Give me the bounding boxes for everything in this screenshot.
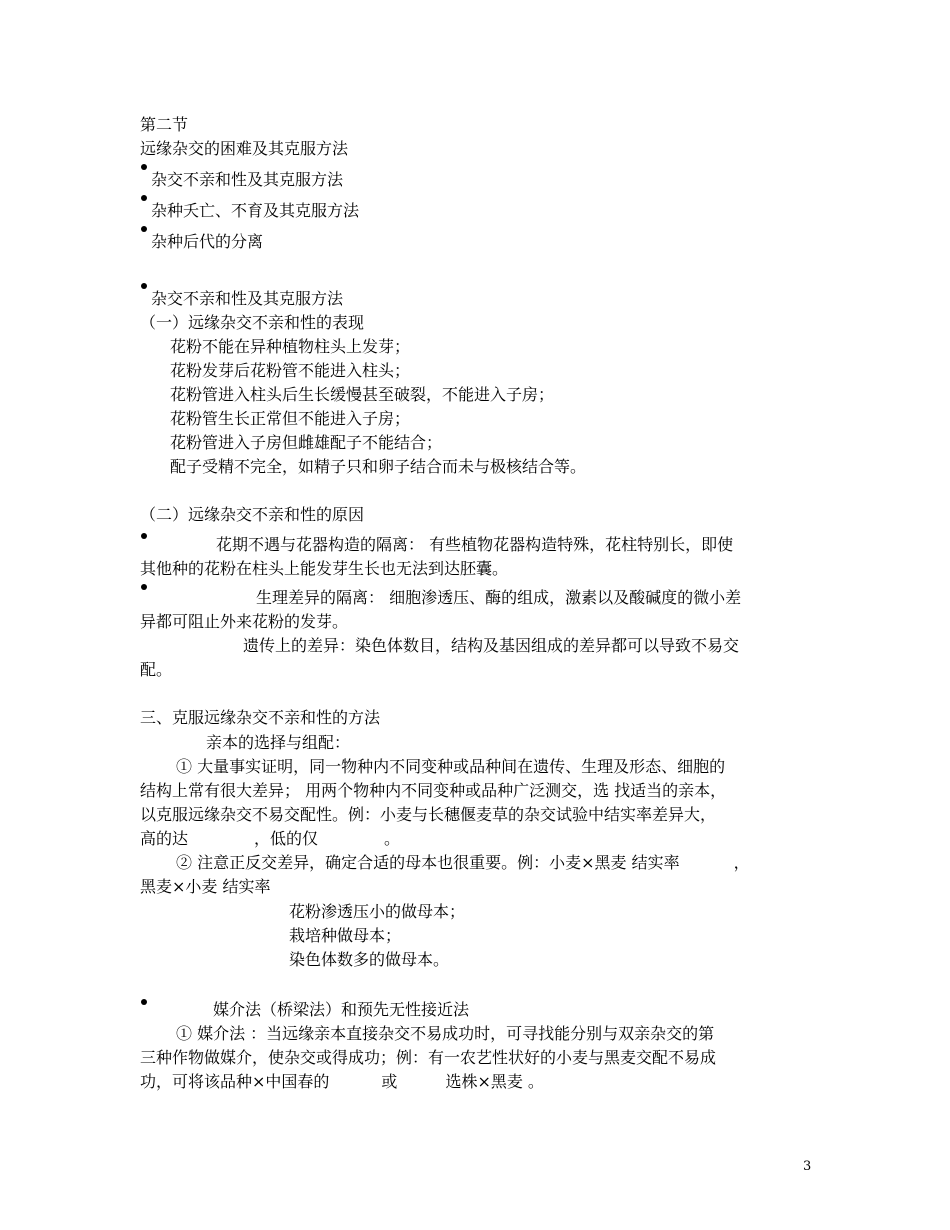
section-title: 远缘杂交的困难及其克服方法 <box>140 139 349 158</box>
page-number: 3 <box>803 1159 812 1174</box>
paragraph-line: 花期不遇与花器构造的隔离： 有些植物花器构造特殊，花柱特别长，即使 <box>216 535 734 554</box>
bullet-dot <box>141 533 147 539</box>
paragraph-line <box>140 1070 544 1094</box>
paragraph-line: ① 媒介法 ：当远缘亲本直接杂交不易成功时，可寻找能分别与双亲杂交的第 <box>176 1024 715 1043</box>
paragraph-line: 以克服远缘杂交不易交配性。例：小麦与长穗偃麦草的杂交试验中结实率差异大， <box>140 805 717 824</box>
subsection-title: （一）远缘杂交不亲和性的表现 <box>140 313 365 332</box>
bullet-dot <box>141 584 147 590</box>
part1-heading: 杂交不亲和性及其克服方法 <box>151 289 344 308</box>
subsection-title: （二）远缘杂交不亲和性的原因 <box>140 505 365 524</box>
paragraph-line: ① 大量事实证明，同一物种内不同变种或品种间在遗传、生理及形态、细胞的 <box>176 757 726 776</box>
outline-item: 杂交不亲和性及其克服方法 <box>151 170 344 189</box>
subsection-title: 亲本的选择与组配： <box>206 733 351 752</box>
list-item: 花粉渗透压小的做母本； <box>289 902 466 921</box>
outline-item: 杂种夭亡、不育及其克服方法 <box>151 201 360 220</box>
paragraph-line: 异都可阻止外来花粉的发芽。 <box>140 612 349 631</box>
text-fragment: 或 <box>381 1072 398 1091</box>
text-fragment: 选株×黑麦 。 <box>445 1072 544 1091</box>
paragraph-line <box>176 851 750 875</box>
list-item: 花粉不能在异种植物柱头上发芽； <box>170 337 411 356</box>
list-item: 染色体数多的做母本。 <box>289 950 450 969</box>
subsection-title: 媒介法（桥梁法）和预先无性接近法 <box>213 1000 470 1019</box>
list-item: 栽培种做母本； <box>289 926 402 945</box>
outline-item: 杂种后代的分离 <box>151 232 264 251</box>
text-fragment: 功，可将该品种×中国春的 <box>140 1072 330 1091</box>
text-fragment: 高的达 <box>140 829 189 848</box>
paragraph-line: 配。 <box>140 660 173 679</box>
section-label: 第二节 <box>140 115 189 134</box>
paragraph-line: 黑麦×小麦 结实率 <box>140 877 271 896</box>
paragraph-line: 三种作物做媒介，使杂交或得成功；例：有一农艺性状好的小麦与黑麦交配不易成 <box>140 1048 717 1067</box>
part3-heading: 三、克服远缘杂交不亲和性的方法 <box>140 708 381 727</box>
text-fragment: ② 注意正反交差异，确定合适的母本也很重要。例：小麦×黑麦 结实率 <box>176 853 680 872</box>
bullet-dot <box>141 195 147 201</box>
list-item: 花粉管进入柱头后生长缓慢甚至破裂，不能进入子房； <box>170 385 555 404</box>
bullet-dot <box>141 164 147 170</box>
text-fragment: ， <box>733 853 750 872</box>
list-item: 花粉管生长正常但不能进入子房； <box>170 409 411 428</box>
paragraph-line <box>140 827 400 851</box>
list-item: 配子受精不完全，如精子只和卵子结合而未与极核结合等。 <box>170 457 587 476</box>
text-fragment: ，低的仅 <box>254 829 319 848</box>
text-fragment: 。 <box>384 829 401 848</box>
paragraph-line: 遗传上的差异：染色体数目，结构及基因组成的差异都可以导致不易交 <box>243 636 740 655</box>
paragraph-line: 其他种的花粉在柱头上能发芽生长也无法到达胚囊。 <box>140 559 509 578</box>
paragraph-line: 生理差异的隔离： 细胞渗透压、酶的组成，激素以及酸碱度的微小差 <box>256 588 742 607</box>
paragraph-line: 结构上常有很大差异； 用两个物种内不同变种或品种广泛测交，选 找适当的亲本， <box>140 781 727 800</box>
list-item: 花粉管进入子房但雌雄配子不能结合； <box>170 433 443 452</box>
bullet-dot <box>141 283 147 289</box>
bullet-dot <box>141 226 147 232</box>
list-item: 花粉发芽后花粉管不能进入柱头； <box>170 361 411 380</box>
bullet-dot <box>141 999 147 1005</box>
